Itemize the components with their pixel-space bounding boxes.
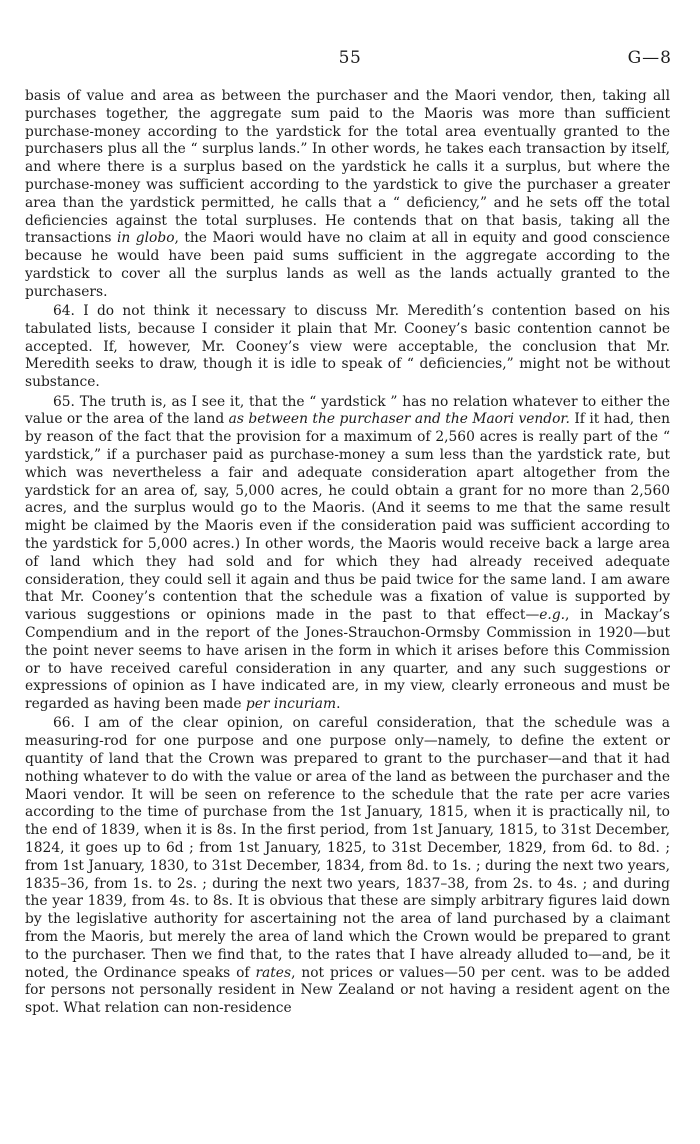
text-segment-italic: rates	[255, 964, 292, 981]
paragraph-number: 65.	[53, 393, 75, 410]
paragraph-continuation	[25, 88, 670, 302]
text-segment-italic: e.g.	[539, 607, 566, 624]
text-segment: The truth is, as I see it, that the “ yardstick ” has no relation whatever to either the value or the area of the land	[25, 393, 670, 428]
text-segment-italic: in globo	[117, 230, 175, 247]
text-segment: , not prices or values—50 per cent. was to be added for persons not personally resident in New Zealand or not having a resident agent on the spot. What relation can non-residence	[25, 964, 670, 1017]
paragraph-65	[25, 394, 670, 714]
page-number: 55	[338, 48, 362, 68]
text-segment: If it had, then by reason of the fact that the provision for a maximum of 2,560 acres is really part of the “ yardstick,” if a purchaser paid as purchase-money a sum less than the yardstick rate, but which was nevertheless a fair and adequate consideration apart altogether from the yardstick for an area of, say, 5,000 acres, he could obtain a grant for no more than 2,560 acres, and the surplus would go to the Maoris. (And it seems to me that the same result might be claimed by the Maoris even if the consideration paid was sufficient according to the yardstick for 5,000 acres.) In other words, the Maoris would receive back a large area of land which they had sold and for which they had already received adequate consideration, they could sell it again and thus be paid twice for the same land. I am aware that Mr. Cooney’s contention that the schedule was a fixation of value is supported by various suggestions or opinions made in the past to that effect—	[25, 411, 671, 624]
text-segment-italic: as between the purchaser and the Maori vendor.	[228, 411, 570, 428]
text-segment: basis of value and area as between the purchaser and the Maori vendor, then, taking all purchases together, the aggregate sum paid to the Maoris was more than sufficient purchase-money according to the yardstick for the total area eventually granted to the purchasers plus all the “ surplus lands.” In other words, he takes each transaction by itself, and where there is a surplus based on the yardstick he calls it a surplus, but where the purchase-money was sufficient according to the yardstick to give the purchaser a greater area than the yardstick permitted, he calls that a “ deficiency,” and he sets off the total deficiencies against the total surpluses. He contends that on that basis, taking all the transactions	[25, 88, 670, 247]
body-text	[25, 88, 670, 1019]
text-segment: I do not think it necessary to discuss Mr. Meredith’s contention based on his tabulated lists, because I consider it plain that Mr. Cooney’s basic contention cannot be accepted. If, however, Mr. Cooney’s view were acceptable, the conclusion that Mr. Meredith seeks to draw, though it is idle to speak of “ deficiencies,” might not be without substance.	[25, 303, 670, 391]
text-segment: .	[336, 696, 341, 713]
paragraph-66	[25, 715, 670, 1018]
text-segment: , the Maori would have no claim at all in equity and good conscience because he would have been paid sums sufficient in the aggregate according to the yardstick to cover all the surplus lands as well as the lands actually granted to the purchasers.	[25, 230, 670, 300]
text-segment-italic: per incuriam	[245, 696, 337, 713]
paragraph-number: 64.	[53, 303, 75, 320]
text-segment: , in Mackay’s Compendium and in the report of the Jones-Strauchon-Ormsby Commission in 1920—but the point never seems to have arisen in the form in which it arises before this Commission or to have received careful consideration in any quarter, and any such suggestions or expressions of opinion as I have indicated are, in my view, clearly erroneous and must be regarded as having been made	[25, 607, 670, 713]
paragraph-number: 66.	[53, 715, 75, 732]
page-reference: G—8	[627, 48, 672, 68]
paragraph-64	[25, 303, 670, 392]
text-segment: I am of the clear opinion, on careful consideration, that the schedule was a measuring-rod for one purpose and one purpose only—namely, to define the extent or quantity of land that the Crown was prepared to grant to the purchaser—and that it had nothing whatever to do with the value or area of the land as between the purchaser and the Maori vendor. It will be seen on reference to the schedule that the rate per acre varies according to the time of purchase from the 1st January, 1815, when it is practically nil, to the end of 1839, when it is 8s. In the first period, from 1st January, 1815, to 31st December, 1824, it goes up to 6d ; from 1st January, 1825, to 31st December, 1829, from 6d. to 8d. ; from 1st January, 1830, to 31st December, 1834, from 8d. to 1s. ; during the next two years, 1835–36, from 1s. to 2s. ; during the next two years, 1837–38, from 2s. to 4s. ; and during the year 1839, from 4s. to 8s. It is obvious that these are simply arbitrary figures laid down by the legislative authority for ascertaining not the area of land purchased by a claimant from the Maoris, but merely the area of land which the Crown would be prepared to grant to the purchaser. Then we find that, to the rates that I have already alluded to—and, be it noted, the Ordinance speaks of	[25, 715, 670, 981]
